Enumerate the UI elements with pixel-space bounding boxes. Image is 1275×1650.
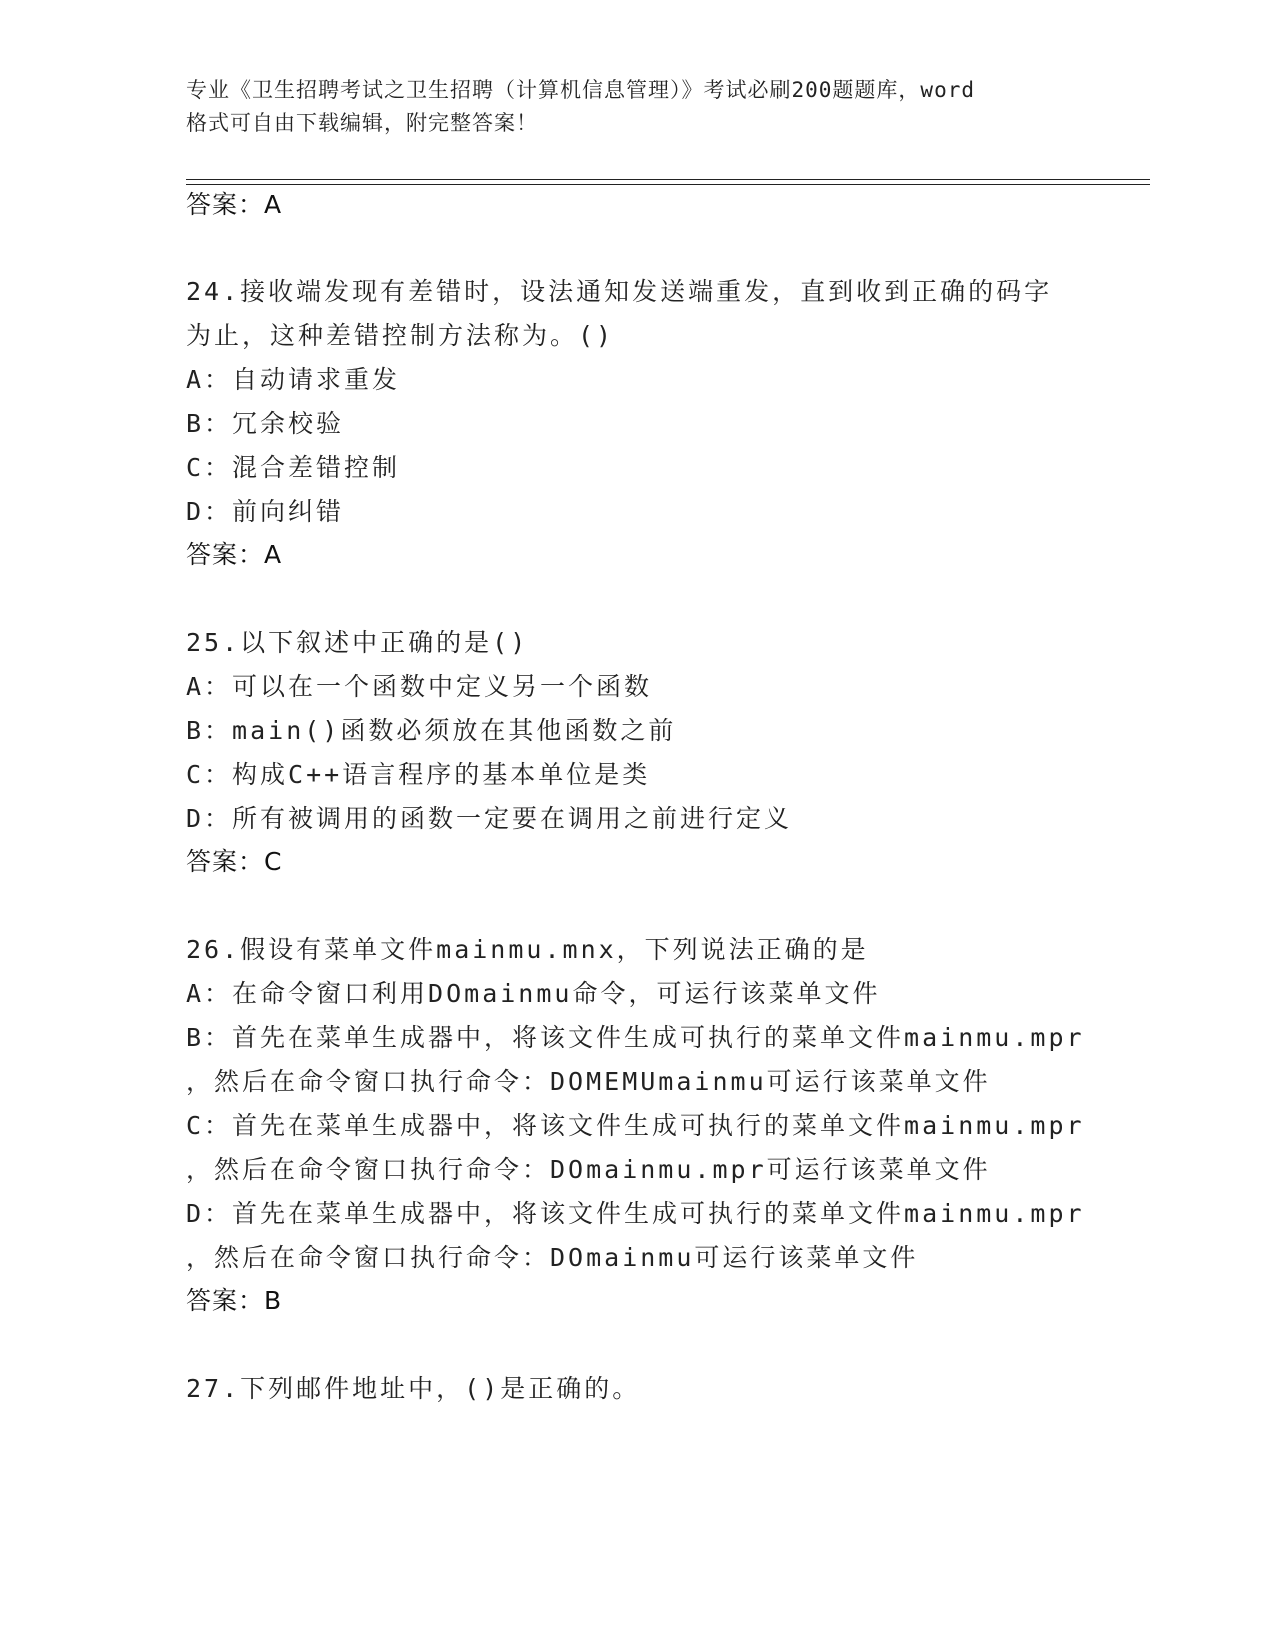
q24-option-a: A：自动请求重发: [186, 365, 401, 394]
q26-answer: 答案：B: [186, 1286, 283, 1315]
q25-option-d: D：所有被调用的函数一定要在调用之前进行定义: [186, 804, 793, 833]
q26-option-b-line-1: B：首先在菜单生成器中，将该文件生成可执行的菜单文件mainmu.mpr: [186, 1023, 1085, 1052]
header-divider-bottom: [186, 184, 1150, 185]
q24-answer: 答案：A: [186, 540, 283, 569]
q25-option-a: A：可以在一个函数中定义另一个函数: [186, 672, 653, 701]
q26-option-c-line-1: C：首先在菜单生成器中，将该文件生成可执行的菜单文件mainmu.mpr: [186, 1111, 1085, 1140]
q26-option-d-line-1: D：首先在菜单生成器中，将该文件生成可执行的菜单文件mainmu.mpr: [186, 1199, 1085, 1228]
q26-option-a: A：在命令窗口利用DOmainmu命令，可运行该菜单文件: [186, 979, 881, 1008]
q24-stem-line-2: 为止，这种差错控制方法称为。(): [186, 321, 615, 350]
q25-answer: 答案：C: [186, 847, 283, 876]
q24-option-b: B：冗余校验: [186, 409, 345, 438]
page-header: [186, 74, 1086, 140]
q26-option-b-line-2: ，然后在命令窗口执行命令：DOMEMUmainmu可运行该菜单文件: [186, 1067, 991, 1096]
q24-option-d: D：前向纠错: [186, 497, 345, 526]
q24-option-c: C：混合差错控制: [186, 453, 401, 482]
q25-option-b: B：main()函数必须放在其他函数之前: [186, 716, 677, 745]
q27-stem: 27.下列邮件地址中，()是正确的。: [186, 1374, 641, 1403]
q24-stem-line-1: 24.接收端发现有差错时，设法通知发送端重发，直到收到正确的码字: [186, 277, 1053, 306]
q25-stem: 25.以下叙述中正确的是(): [186, 628, 529, 657]
q26-stem: 26.假设有菜单文件mainmu.mnx，下列说法正确的是: [186, 935, 869, 964]
header-divider-top: [186, 179, 1150, 180]
header-line-1: 专业《卫生招聘考试之卫生招聘（计算机信息管理）》考试必刷200题题库，word: [186, 78, 975, 102]
header-line-2: 格式可自由下载编辑，附完整答案！: [186, 111, 538, 135]
previous-answer: 答案：A: [186, 190, 283, 219]
q26-option-c-line-2: ，然后在命令窗口执行命令：DOmainmu.mpr可运行该菜单文件: [186, 1155, 991, 1184]
q25-option-c: C：构成C++语言程序的基本单位是类: [186, 760, 651, 789]
q26-option-d-line-2: ，然后在命令窗口执行命令：DOmainmu可运行该菜单文件: [186, 1243, 919, 1272]
